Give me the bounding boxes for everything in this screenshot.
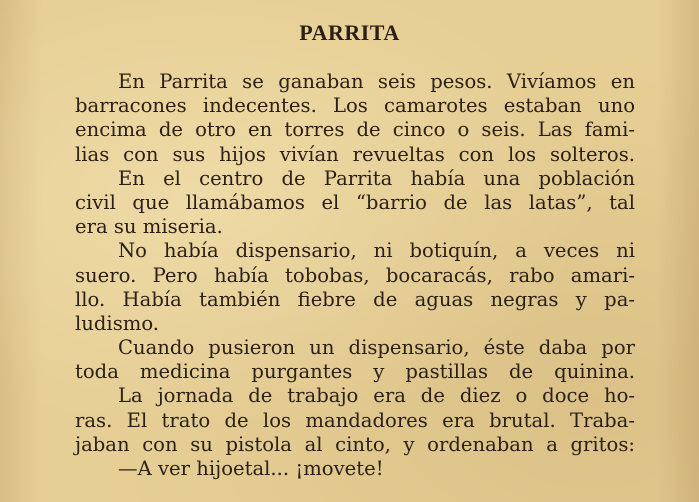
text-line: —A ver hijoetal... ¡movete! (118, 457, 384, 480)
text-line: suero. Pero había tobobas, bocaracás, rabo amari- (75, 263, 635, 287)
text-line: lias con sus hijos vivían revueltas con los solteros. (75, 142, 635, 166)
page-title: PARRITA (299, 20, 400, 45)
text-line: encima de otro en torres de cinco o seis. Las fami- (75, 118, 635, 142)
text-line: En el centro de Parrita había una población (118, 166, 635, 190)
body-text (75, 70, 635, 481)
text-line: barracones indecentes. Los camarotes estaban uno (75, 94, 635, 118)
text-line: jaban con su pistola al cinto, y ordenaban a gritos: (75, 432, 635, 456)
text-line: toda medicina purgantes y pastillas de quinina. (75, 360, 635, 384)
text-line: La jornada de trabajo era de diez o doce ho- (118, 384, 635, 408)
text-line: ludismo. (75, 311, 160, 335)
text-line: ras. El trato de los mandadores era brutal. Traba- (75, 408, 635, 432)
text-line: En Parrita se ganaban seis pesos. Vivíamos en (118, 70, 635, 93)
text-line: llo. Había también fiebre de aguas negras y pa- (75, 287, 635, 311)
text-line: Cuando pusieron un dispensario, éste daba por (118, 336, 635, 360)
text-line: civil que llamábamos el “barrio de las latas”, tal (75, 190, 635, 214)
text-line: No había dispensario, ni botiquín, a veces ni (118, 239, 635, 263)
text-line: era su miseria. (75, 215, 223, 239)
